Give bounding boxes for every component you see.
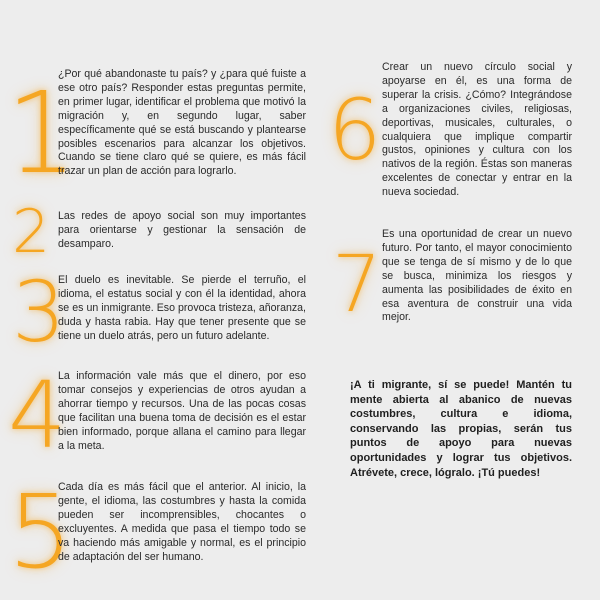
tip-text-7: Es una oportunidad de crear un nuevo futuro. Por tanto, el mayor conocimiento que se tenga de sí mismo y de lo que se busca, minimiza los riesgos y aumenta las posibilidades de éxito en esa aventura de construir una vida mejor. bbox=[382, 228, 572, 324]
tip-text-4: La información vale más que el dinero, por eso tomar consejos y experiencias de otros ayudan a ahorrar tiempo y recursos. Una de las pocas cosas que facilitan una buena toma de decisión es el estar bien informado, porque allana el camino para llegar a la meta. bbox=[58, 370, 306, 452]
tip-text-1: ¿Por qué abandonaste tu país? y ¿para qué fuiste a ese otro país? Responder estas preguntas permite, en primer lugar, identificar el problema que motivó la migración y, en segundo lugar, saber específicamente qué se está buscando y plantearse posibles escenarios para alcanzar los objetivos. Cuando se tiene claro qué se quiere, es más fácil trazar un plan de acción para lograrlo. bbox=[58, 68, 306, 178]
tip-number-5: 5 bbox=[8, 473, 73, 592]
tip-number-7: 7 bbox=[332, 240, 382, 330]
tip-number-6: 6 bbox=[328, 81, 382, 179]
tip-text-2: Las redes de apoyo social son muy importantes para orientarse y gestionar la sensación de desamparo. bbox=[58, 210, 306, 250]
closing-message: ¡A ti migrante, sí se puede! Mantén tu mente abierta al abanico de nuevas costumbres, cultura e idioma, conservando las propias, serán tus puntos de apoyo para nuevas oportunidades y lograr tus objetivos. Atrévete, crece, lógralo. ¡Tú puedes! bbox=[350, 379, 572, 479]
tip-text-5: Cada día es más fácil que el anterior. Al inicio, la gente, el idioma, las costumbres y hasta la comida pueden ser incomprensibles, chocantes o excluyentes. A medida que pasa el tiempo todo se va haciendo más amigable y normal, es el principio de adaptación del ser humano. bbox=[58, 481, 306, 563]
tip-number-4: 4 bbox=[8, 362, 67, 469]
tip-number-1: 1 bbox=[6, 69, 78, 199]
tip-text-3: El duelo es inevitable. Se pierde el terruño, el idioma, el estatus social y con él la identidad, ahora se es un inmigrante. Eso provoca tristeza, añoranza, duda y hasta rabia. Hay que tener presente que se tiene un duelo atrás, pero un futuro adelante. bbox=[58, 274, 306, 342]
tip-number-2: 2 bbox=[12, 197, 51, 267]
tip-number-3: 3 bbox=[12, 263, 66, 361]
tip-text-6: Crear un nuevo círculo social y apoyarse en él, es una forma de superar la crisis. ¿Cómo? Integrándose a organizaciones civiles, religiosas, deportivas, musicales, culturales, o cualquiera que implique compartir gustos, opiniones y cultura con los nativos de la región. Éstas son maneras excelentes de conectar y entrar en la nueva sociedad. bbox=[382, 61, 572, 199]
